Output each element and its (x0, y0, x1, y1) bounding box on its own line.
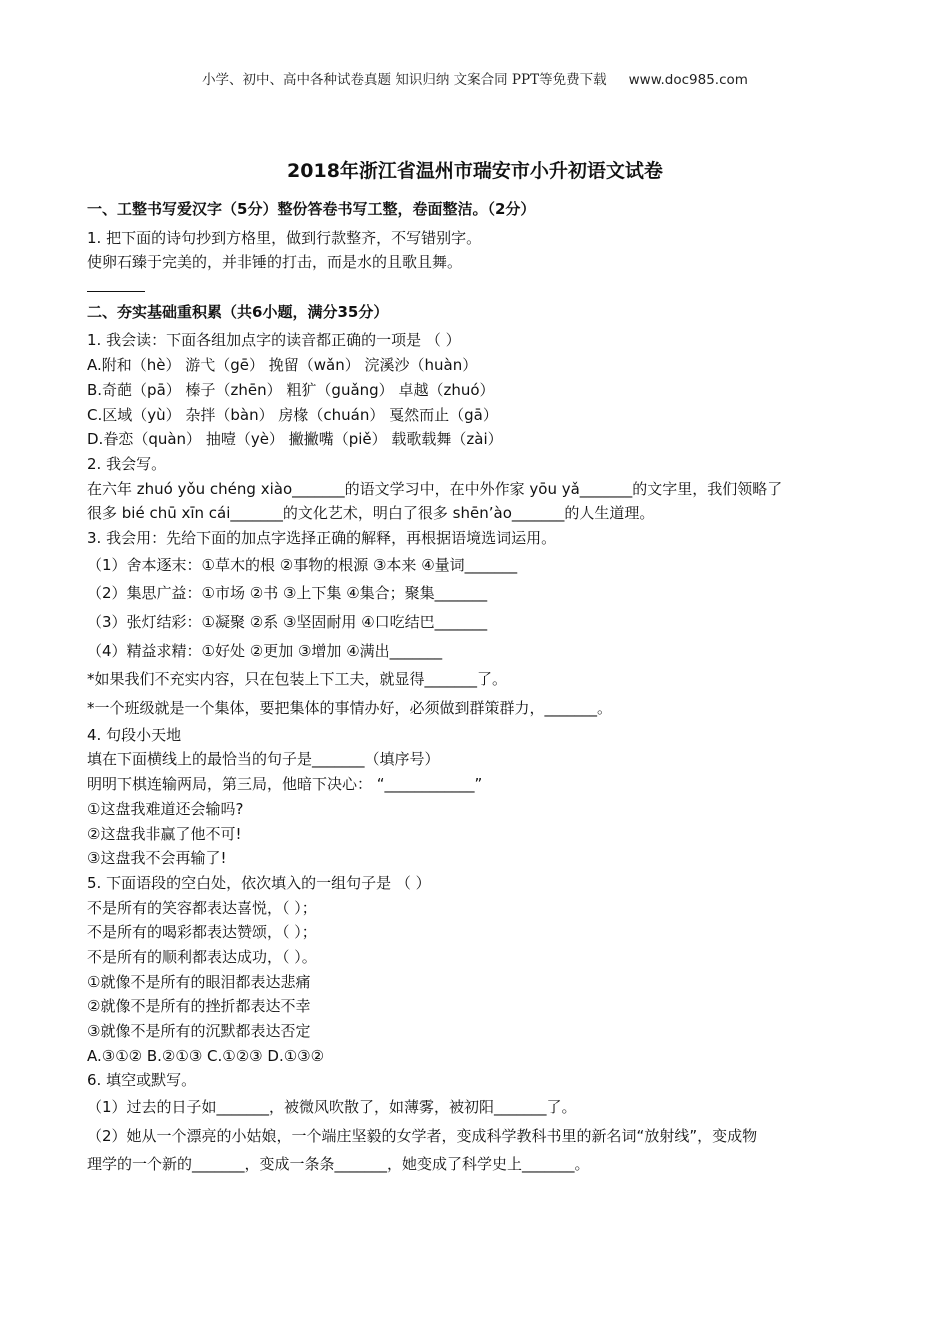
section2-heading: 二、夯实基础重积累（共6小题，满分35分） (87, 302, 389, 321)
s2-q4-option-1: ①这盘我难道还会输吗? (87, 799, 244, 818)
s2-q5-stem: 5. 下面语段的空白处，依次填入的一组句子是 （ ） (87, 873, 431, 892)
s2-q5-line1: 不是所有的笑容都表达喜悦，（ ）； (87, 898, 317, 917)
s2-q2-stem: 2. 我会写。 (87, 454, 167, 473)
s2-q1-option-c: C.区域（yù） 杂拌（bàn） 房椽（chuán） 戛然而止（gā） (87, 405, 498, 424)
s2-q5-line3: 不是所有的顺利都表达成功，（ ）。 (87, 947, 317, 966)
s2-q6-stem: 6. 填空或默写。 (87, 1071, 197, 1090)
s2-q5-option-1: ①就像不是所有的眼泪都表达悲痛 (87, 972, 311, 991)
s2-q2-line2: 很多 bié chū xīn cái_______的文化艺术，明白了很多 shēn’ào_______的人生道理。 (87, 504, 655, 523)
page-header (0, 68, 950, 88)
document-title: 2018年浙江省温州市瑞安市小升初语文试卷 (287, 160, 663, 182)
s2-q1-stem: 1. 我会读：下面各组加点字的读音都正确的一项是 （ ） (87, 331, 461, 350)
s2-q6-item2-line2: 理学的一个新的_______，变成一条条_______，她变成了科学史上_______。 (87, 1155, 590, 1174)
s1-answer-blank (87, 275, 862, 300)
exam-content (87, 197, 862, 1179)
header-text: 小学、初中、高中各种试卷真题 知识归纳 文案合同 PPT等免费下载 (202, 72, 607, 88)
s2-q5-line2: 不是所有的喝彩都表达赞颂，（ ）； (87, 923, 317, 942)
answer-blank-line (87, 278, 145, 292)
s2-q3-item2: （2）集思广益：①市场 ②书 ③上下集 ④集合；聚集_______ (87, 584, 488, 603)
s2-q3-fill1: *如果我们不充实内容，只在包装上下工夫，就显得_______了。 (87, 670, 508, 689)
s2-q3-item4: （4）精益求精：①好处 ②更加 ③增加 ④满出_______ (87, 641, 443, 660)
s2-q4-context: 明明下棋连输两局，第三局，他暗下决心： “____________” (87, 775, 483, 794)
s2-q4-option-3: ③这盘我不会再输了! (87, 849, 227, 868)
s1-poem: 使卵石臻于完美的，并非锤的打击，而是水的且歌且舞。 (87, 253, 463, 272)
s2-q3-fill2: *一个班级就是一个集体，要把集体的事情办好，必须做到群策群力，_______。 (87, 699, 613, 718)
s2-q1-option-d: D.眷恋（quàn） 抽噎（yè） 撇撇嘴（piě） 载歌载舞（zài） (87, 430, 503, 449)
s2-q3-stem: 3. 我会用：先给下面的加点字选择正确的解释，再根据语境选词运用。 (87, 528, 557, 547)
s2-q3-item1: （1）舍本逐末：①草木的根 ②事物的根源 ③本来 ④量词_______ (87, 555, 518, 574)
s2-q2-line1: 在六年 zhuó yǒu chéng xiào_______的语文学习中，在中外作家 yōu yǎ_______的文字里，我们领略了 (87, 479, 783, 498)
s2-q6-item1: （1）过去的日子如_______，被微风吹散了，如薄雾，被初阳_______了。 (87, 1098, 577, 1117)
s2-q5-choices: A.③①② B.②①③ C.①②③ D.①③② (87, 1046, 325, 1065)
s2-q3-item3: （3）张灯结彩：①凝聚 ②系 ③坚固耐用 ④口吃结巴_______ (87, 613, 488, 631)
s2-q4-option-2: ②这盘我非赢了他不可! (87, 824, 242, 843)
s2-q6-item2-line1: （2）她从一个漂亮的小姑娘，一个端庄坚毅的女学者，变成科学教科书里的新名词“放射线”，变成物 (87, 1126, 758, 1145)
section1-heading: 一、工整书写爱汉字（5分）整份答卷书写工整，卷面整洁。（2分） (87, 200, 536, 218)
s2-q1-option-b: B.奇葩（pā） 榛子（zhēn） 粗犷（guǎng） 卓越（zhuó） (87, 380, 495, 399)
s2-q5-option-3: ③就像不是所有的沉默都表达否定 (87, 1022, 311, 1040)
s2-q5-option-2: ②就像不是所有的挫折都表达不幸 (87, 997, 311, 1016)
s1-q1-stem: 1. 把下面的诗句抄到方格里，做到行款整齐，不写错别字。 (87, 228, 482, 247)
header-site-link[interactable]: www.doc985.com (628, 72, 748, 88)
s2-q1-option-a: A.附和（hè） 游弋（gē） 挽留（wǎn） 浣溪沙（huàn） (87, 356, 478, 375)
s2-q4-stem: 4. 句段小天地 (87, 725, 182, 744)
s2-q4-instruction: 填在下面横线上的最恰当的句子是_______（填序号） (87, 750, 440, 769)
